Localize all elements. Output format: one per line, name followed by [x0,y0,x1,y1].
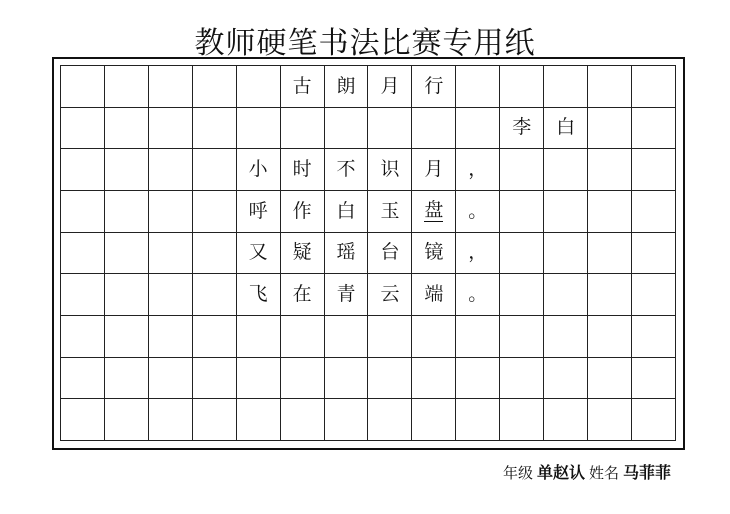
grid-cell [456,274,500,316]
grid-cell [325,149,369,191]
grid-cell [237,358,281,400]
grid-cell [632,316,676,358]
grid-cell [412,66,456,108]
grid-character: 李 [512,116,532,139]
grid-character: 飞 [248,283,268,306]
grid-cell [281,399,325,441]
grid-character: 疑 [292,241,312,264]
grid-cell [61,191,105,233]
grid-cell [325,316,369,358]
grid-cell [412,233,456,275]
grid-cell [61,233,105,275]
grid-cell [281,358,325,400]
grid-cell [412,274,456,316]
grid-cell [61,316,105,358]
grid-cell [588,149,632,191]
grid-cell [237,108,281,150]
grid-cell [281,191,325,233]
grid-cell [325,358,369,400]
grid-cell [237,274,281,316]
grid-cell [500,233,544,275]
page-title: 教师硬笔书法比赛专用纸 [194,26,536,61]
grid-cell [325,66,369,108]
grid-cell [500,191,544,233]
grid-character: 白 [336,199,356,222]
grid-character: ， [468,158,488,181]
grid-cell [61,66,105,108]
grid-cell [325,399,369,441]
grid-cell [61,274,105,316]
grid-character: 识 [380,158,400,181]
grid-cell [368,191,412,233]
grid-character: 端 [424,283,444,306]
grid-cell [456,316,500,358]
grid-cell [105,108,149,150]
grid-cell [588,316,632,358]
grid-cell [456,399,500,441]
grid-character: 月 [380,74,400,97]
grid-cell [149,358,193,400]
grid-cell [325,274,369,316]
grid-cell [281,108,325,150]
grid-cell [281,233,325,275]
grid-cell [544,274,588,316]
grid-cell [149,274,193,316]
grid-character: 呼 [248,199,268,222]
grade-label: 年级 [503,464,534,482]
grid-cell [500,108,544,150]
grid-cell [149,316,193,358]
grid-cell [193,233,237,275]
footer [503,460,671,483]
grid-cell [237,233,281,275]
grid-character: 小 [248,158,268,181]
grid-cell [544,399,588,441]
grid-character: 朗 [336,74,356,97]
grid-cell [412,149,456,191]
grid-cell [588,108,632,150]
grid-cell [193,358,237,400]
grid-cell [237,316,281,358]
grid-cell [588,399,632,441]
grid-cell [500,358,544,400]
grid-cell [281,274,325,316]
grid-cell [193,191,237,233]
grid-cell [193,399,237,441]
grid-character: 行 [424,74,444,97]
grid-cell [105,274,149,316]
grade-value: 单赵认 [537,463,586,482]
grid-character: 瑶 [336,241,356,264]
grid-character: 镜 [424,241,444,264]
grid-cell [193,149,237,191]
grid-cell [281,316,325,358]
grid-cell [193,316,237,358]
grid-cell [237,149,281,191]
grid-cell [544,358,588,400]
grid-cell [105,191,149,233]
grid-character: 。 [468,199,488,222]
grid-cell [237,399,281,441]
grid-character: 作 [292,199,312,222]
grid-cell [237,66,281,108]
grid-character: 不 [336,158,356,181]
grid-cell [368,149,412,191]
grid-character: 玉 [380,199,400,222]
grid-cell [368,316,412,358]
grid-cell [632,191,676,233]
grid-cell [588,358,632,400]
grid-character: 时 [292,158,312,181]
grid-cell [456,108,500,150]
name-value: 马菲菲 [623,463,672,482]
grid-cell [281,149,325,191]
grid-cell [500,399,544,441]
grid-cell [500,274,544,316]
grid-cell [456,358,500,400]
grid-cell [456,66,500,108]
writing-grid [60,65,676,441]
grid-cell [149,66,193,108]
grid-cell [149,149,193,191]
grid-cell [544,108,588,150]
grid-character: ， [468,241,488,264]
grid-character: 又 [248,241,268,264]
grid-cell [149,108,193,150]
grid-cell [149,191,193,233]
grid-cell [368,274,412,316]
grid-cell [500,149,544,191]
grid-cell [412,191,456,233]
grid-cell [105,316,149,358]
grid-cell [632,274,676,316]
grid-cell [105,399,149,441]
grid-cell [544,191,588,233]
grid-cell [105,149,149,191]
grid-cell [105,358,149,400]
grid-character: 古 [292,74,312,97]
grid-cell [193,66,237,108]
grid-cell [105,66,149,108]
grid-character: 云 [380,283,400,306]
name-label: 姓名 [589,464,620,482]
grid-cell [412,108,456,150]
grid-cell [61,358,105,400]
grid-cell [588,233,632,275]
grid-cell [61,399,105,441]
grid-cell [412,399,456,441]
grid-cell [456,233,500,275]
grid-cell [632,108,676,150]
grid-cell [588,274,632,316]
grid-cell [500,316,544,358]
grid-cell [193,108,237,150]
grid-cell [149,399,193,441]
grid-cell [368,233,412,275]
grid-character: 盘 [424,198,444,221]
grid-cell [325,233,369,275]
grid-character: 台 [380,241,400,264]
grid-cell [588,66,632,108]
grid-cell [544,149,588,191]
grid-cell [325,191,369,233]
grid-cell [632,149,676,191]
grid-character: 月 [424,158,444,181]
grid-cell [368,399,412,441]
grid-cell [61,108,105,150]
grid-cell [149,233,193,275]
grid-cell [632,66,676,108]
grid-cell [61,149,105,191]
grid-cell [412,316,456,358]
grid-character: 青 [336,283,356,306]
grid-cell [281,66,325,108]
grid-cell [368,108,412,150]
grid-cell [456,191,500,233]
grid-cell [237,191,281,233]
grid-cell [500,66,544,108]
grid-cell [588,191,632,233]
grid-cell [368,66,412,108]
grid-cell [325,108,369,150]
grid-cell [544,316,588,358]
grid-cell [193,274,237,316]
grid-cell [632,399,676,441]
grid-cell [632,358,676,400]
grid-cell [456,149,500,191]
grid-cell [544,66,588,108]
grid-cell [368,358,412,400]
grid-character: 。 [468,283,488,306]
grid-cell [412,358,456,400]
grid-character: 白 [556,116,576,139]
grid-cell [544,233,588,275]
grid-cell [632,233,676,275]
grid-character: 在 [292,283,312,306]
grid-cell [105,233,149,275]
